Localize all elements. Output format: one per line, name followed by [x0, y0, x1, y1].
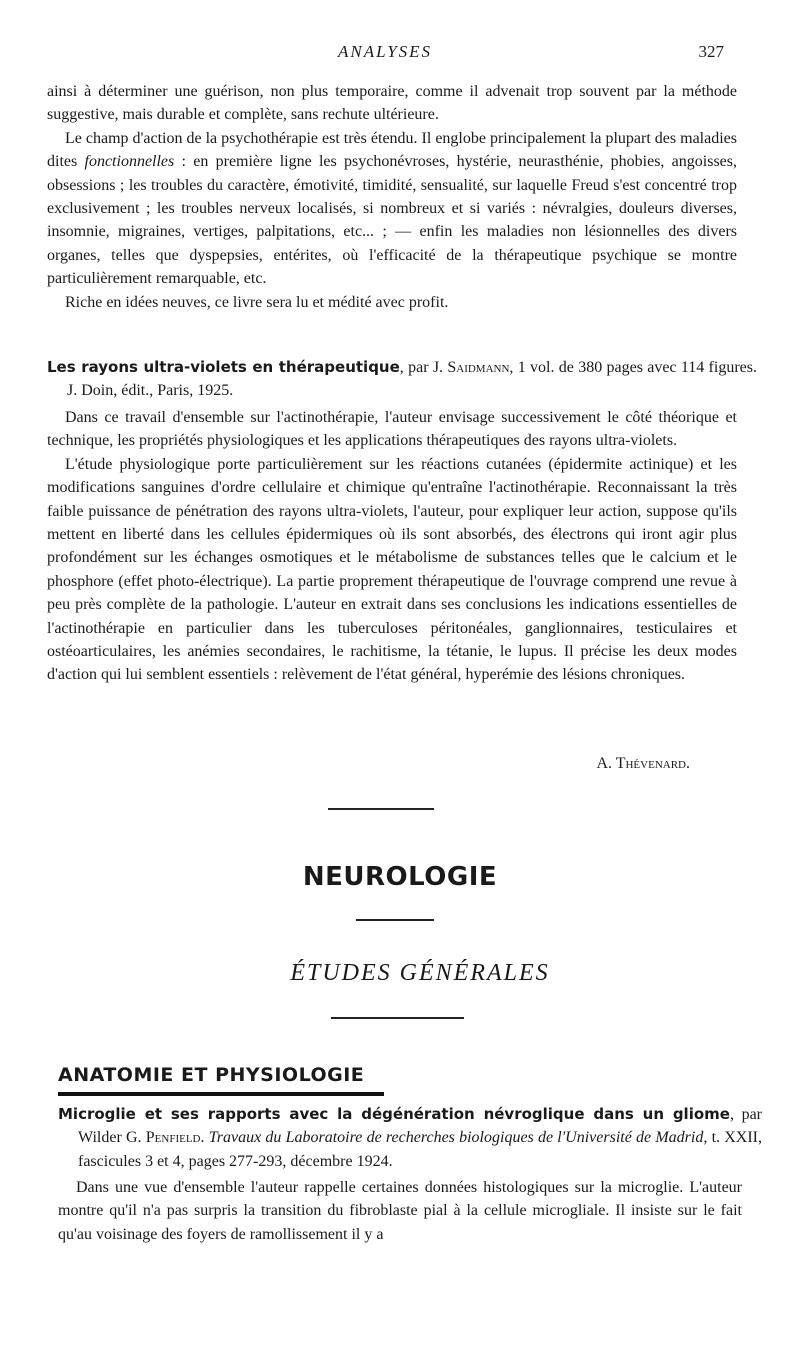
continued-review-text: [47, 80, 737, 314]
review-title: Les rayons ultra-violets en thérapeutique: [47, 358, 400, 376]
paragraph: ainsi à déterminer une guérison, non plus temporaire, comme il advenait trop souvent par la méthode suggestive, mais durable et complète, sans rechute ultérieure.: [47, 83, 737, 124]
review-reference: [47, 356, 757, 403]
divider: [356, 919, 434, 921]
review-author: Saidmann: [447, 359, 510, 376]
text-run: : en première ligne les psychonévroses, hystérie, neurasthénie, phobies, angoisses, obsessions ; les troubles du caractère, émotivité, timidité, sensualité, sur laquelle Freud s'est concentré trop exclusivement ; les troubles nerveux localisés, si nombreux et si variés : névralgies, douleurs diverses, insomnie, migraines, vertiges, palpitations, etc... ; — enfin les maladies non lésionnelles des divers organes, telles que dyspepsies, entérites, où l'efficacité de la thérapeutique psychique se montre particulièrement remarquable, etc.: [47, 153, 738, 288]
review-body: [58, 1176, 742, 1246]
text-run: , par J.: [399, 359, 448, 376]
review-details: , 1 vol. de 380 pages avec 114 figures. J. Doin, édit., Paris, 1925.: [67, 359, 757, 400]
emphasis: fonctionnelles: [84, 153, 175, 171]
page-number: 327: [698, 42, 724, 61]
running-title: ANALYSES: [337, 42, 433, 61]
signature: A. Thévenard.: [596, 755, 690, 772]
running-head: [0, 42, 800, 66]
divider: [328, 808, 434, 810]
divider: [331, 1017, 464, 1019]
paragraph: L'étude physiologique porte particulièrement sur les réactions cutanées (épidermite actinique) et les modifications sanguines d'ordre cellulaire et chimique qu'entraîne l'actinothérapie. Reconnaissant la très faible puissance de pénétration des rayons ultra-violets, l'auteur, pour expliquer leur action, suppose qu'ils mettent en liberté dans les cellules épidermiques où ils sont absorbés, des électrons qui iront agir plus profondément sur les échanges osmotiques et le métabolisme de substances telles que le calcium et le phosphore (effet photo-électrique). La partie proprement thérapeutique de l'ouvrage comprend une revue à peu près complète de la pathologie. L'auteur en extrait dans ses conclusions les indications essentielles de l'actinothérapie en particulier dans les tuberculoses péritonéales, ganglionnaires, testiculaires et ostéoarticulaires, les anémies secondaires, le rachitisme, la tétanie, le lupus. Il précise les deux modes d'action qui lui semblent essentiels : relèvement de l'état général, hyperémie des lésions chroniques.: [47, 455, 737, 684]
text-run: .: [200, 1129, 209, 1147]
topic-heading: ANATOMIE ET PHYSIOLOGIE: [58, 1064, 365, 1086]
subsection-heading: ÉTUDES GÉNÉRALES: [290, 960, 550, 986]
text-run: , par Wilder G.: [78, 1106, 762, 1147]
review-body: [47, 406, 737, 687]
text-run: Le champ d'action de la psychothérapie est très étendu. Il englobe principalement la plupart des maladies dites: [47, 129, 737, 171]
review-title: Microglie et ses rapports avec la dégénération névroglique dans un gliome: [58, 1105, 730, 1123]
review-author: Penfield: [145, 1129, 201, 1147]
paragraph: Dans une vue d'ensemble l'auteur rappelle certaines données histologiques sur la microglie. L'auteur montre qu'il n'a pas surpris la transition du fibroblaste pial à la cellule microgliale. Il insiste sur le fait qu'au voisinage des foyers de ramollissement il y a: [58, 1179, 742, 1243]
paragraph: Riche en idées neuves, ce livre sera lu et médité avec profit.: [65, 293, 449, 311]
topic-underline: [58, 1092, 384, 1096]
paragraph: Dans ce travail d'ensemble sur l'actinothérapie, l'auteur envisage successivement le côté théorique et technique, les propriétés physiologiques et les applications thérapeutiques des rayons ultra-violets.: [47, 409, 737, 450]
paragraph: [47, 127, 737, 291]
review-details: , t. XXII, fascicules 3 et 4, pages 277-293, décembre 1924.: [78, 1129, 763, 1170]
section-heading: NEUROLOGIE: [302, 862, 498, 892]
review-reference: [58, 1103, 762, 1173]
journal-title: Travaux du Laboratoire de recherches biologiques de l'Université de Madrid: [208, 1129, 704, 1147]
